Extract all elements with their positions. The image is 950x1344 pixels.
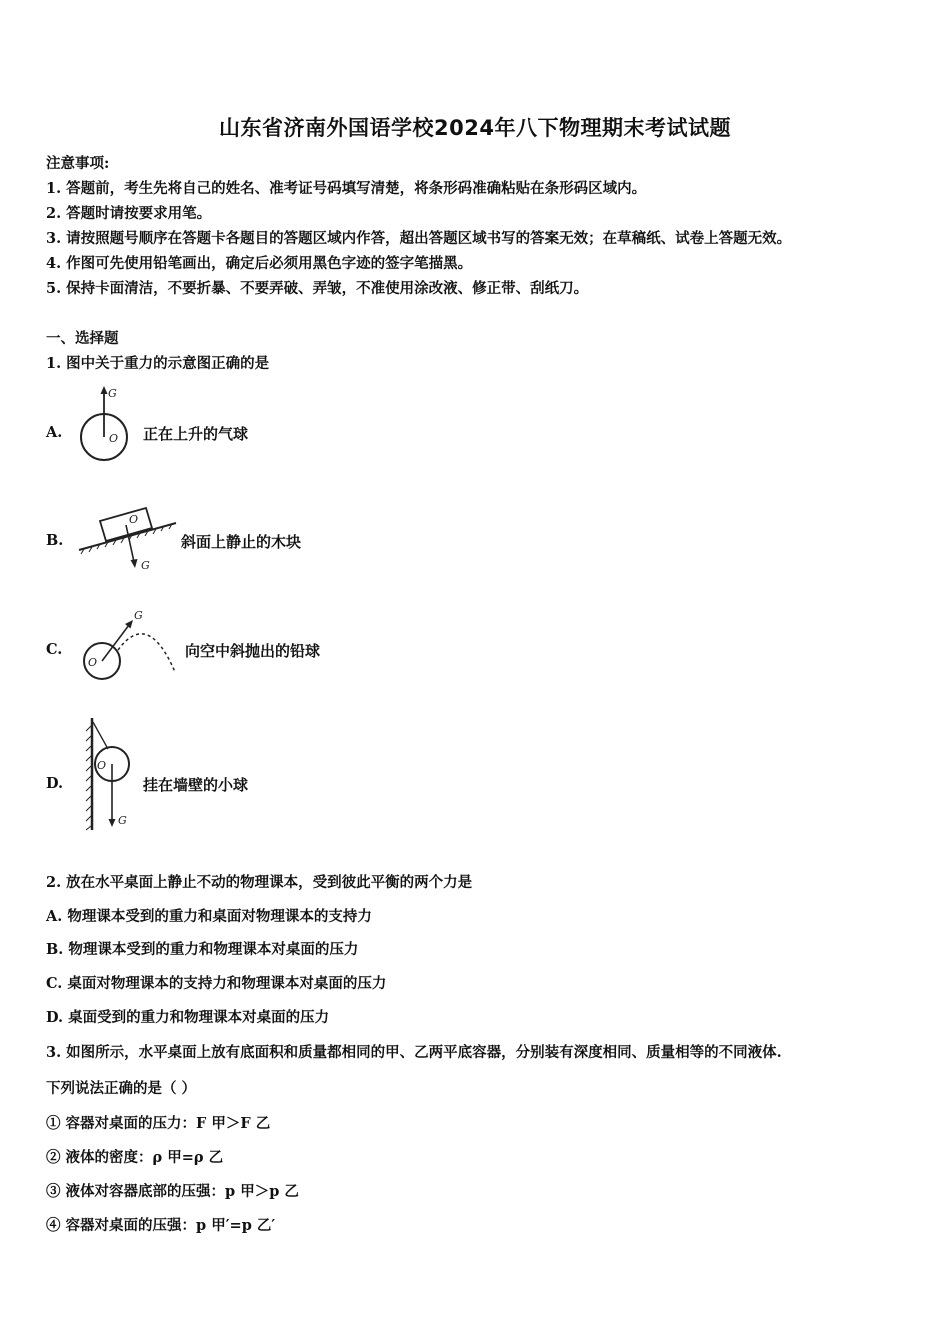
option-caption: 挂在墙壁的小球 — [143, 776, 249, 794]
question-3-statement: ④ 容器对桌面的压强：p 甲′=p 乙′ — [46, 1217, 276, 1234]
force-label-g: G — [141, 559, 150, 572]
question-3-statement: ③ 液体对容器底部的压强：p 甲＞p 乙 — [46, 1183, 299, 1200]
center-label-o: O — [109, 432, 119, 445]
force-label-g: G — [108, 387, 117, 400]
shot-put-figure — [78, 604, 182, 682]
notice-item: 4. 作图可先使用铅笔画出，确定后必须用黑色字迹的签字笔描黑。 — [46, 255, 473, 272]
notice-item: 5. 保持卡面清洁，不要折暴、不要弄破、弄皱，不准使用涂改液、修正带、刮纸刀。 — [46, 280, 589, 297]
question-3-stem: 3. 如图所示，水平桌面上放有底面积和质量都相同的甲、乙两平底容器，分别装有深度相同、质量相等的不同液体. — [46, 1044, 782, 1061]
option-letter: D. — [46, 775, 64, 792]
force-label-g: G — [118, 814, 127, 827]
question-1-stem: 1. 图中关于重力的示意图正确的是 — [46, 355, 270, 372]
question-2-option: A. 物理课本受到的重力和桌面对物理课本的支持力 — [46, 908, 372, 925]
hanging-ball-figure — [84, 716, 140, 834]
question-2-option: B. 物理课本受到的重力和物理课本对桌面的压力 — [46, 941, 359, 958]
option-caption: 斜面上静止的木块 — [181, 533, 302, 551]
force-label-g: G — [134, 609, 143, 622]
question-3-statement: ① 容器对桌面的压力：F 甲＞F 乙 — [46, 1115, 271, 1132]
center-label-o: O — [129, 513, 139, 526]
notice-item: 1. 答题前，考生先将自己的姓名、准考证号码填写清楚，将条形码准确粘贴在条形码区域内。 — [46, 180, 647, 197]
option-letter: A. — [46, 424, 63, 441]
notice-item: 3. 请按照题号顺序在答题卡各题目的答题区域内作答，超出答题区域书写的答案无效；在草稿纸、试卷上答题无效。 — [46, 230, 792, 247]
option-letter: C. — [46, 641, 63, 658]
center-label-o: O — [97, 759, 107, 772]
question-3-prompt: 下列说法正确的是（ ） — [46, 1080, 197, 1097]
center-label-o: O — [88, 656, 98, 669]
notice-item: 2. 答题时请按要求用笔。 — [46, 205, 212, 222]
question-2-stem: 2. 放在水平桌面上静止不动的物理课本，受到彼此平衡的两个力是 — [46, 874, 473, 891]
incline-block-figure — [76, 500, 180, 574]
notice-heading: 注意事项: — [46, 155, 110, 172]
section-heading: 一、选择题 — [46, 330, 119, 347]
question-2-option: D. 桌面受到的重力和物理课本对桌面的压力 — [46, 1009, 330, 1026]
balloon-figure — [76, 384, 136, 466]
page-title: 山东省济南外国语学校2024年八下物理期末考试试题 — [219, 116, 731, 140]
option-letter: B. — [46, 532, 64, 549]
option-caption: 正在上升的气球 — [143, 425, 249, 443]
option-caption: 向空中斜抛出的铅球 — [185, 642, 321, 660]
question-2-option: C. 桌面对物理课本的支持力和物理课本对桌面的压力 — [46, 975, 387, 992]
question-3-statement: ② 液体的密度：ρ 甲=ρ 乙 — [46, 1149, 224, 1166]
